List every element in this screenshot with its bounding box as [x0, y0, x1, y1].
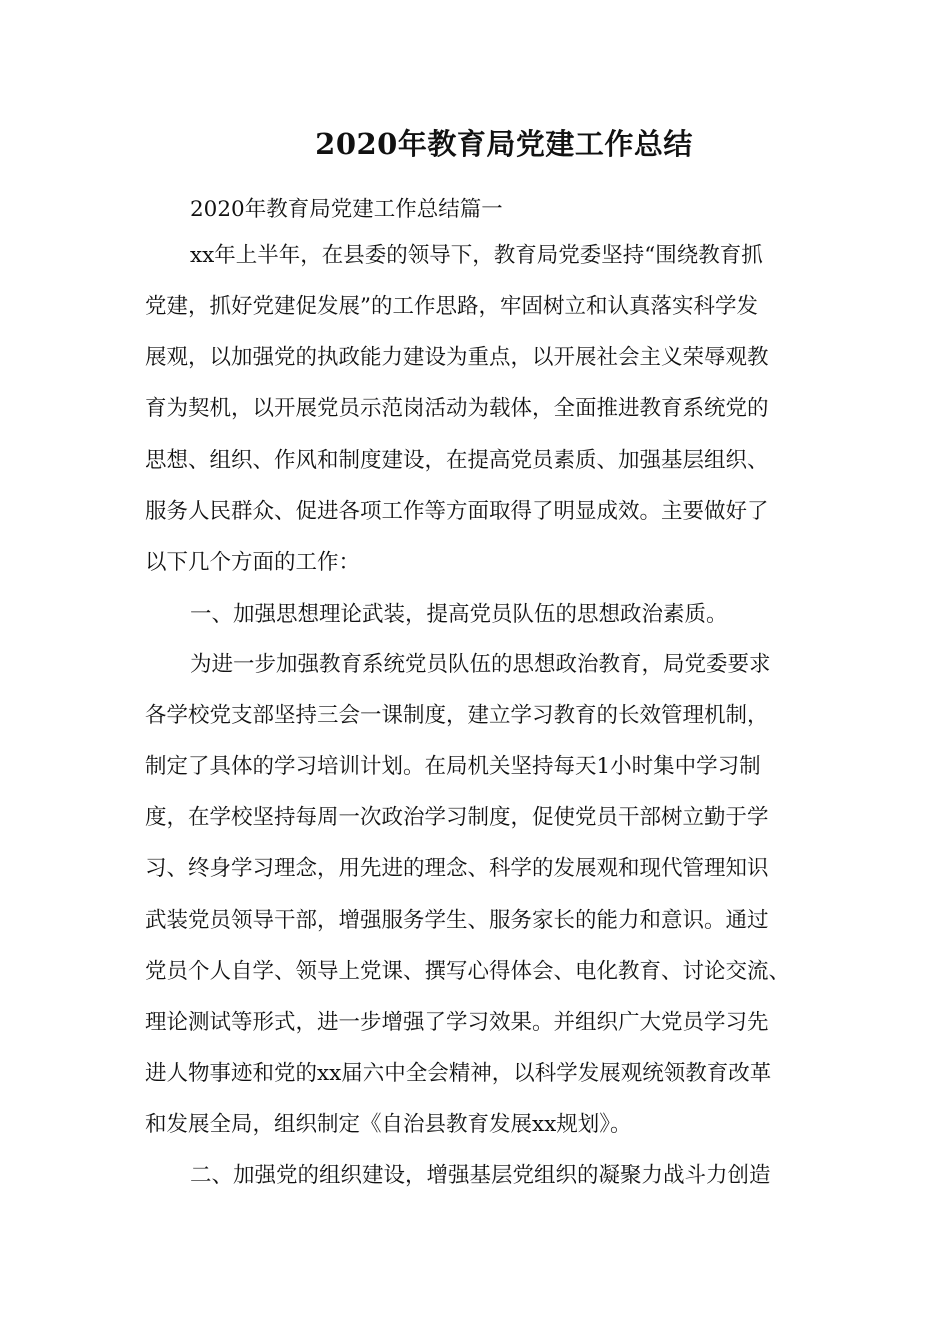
- document-title: 2020年教育局党建工作总结: [315, 127, 693, 161]
- paragraph-line: 武装党员领导干部，增强服务学生、服务家长的能力和意识。通过: [145, 908, 769, 933]
- paragraph-line: 为进一步加强教育系统党员队伍的思想政治教育，局党委要求: [190, 652, 771, 677]
- paragraph-line: 党员个人自学、领导上党课、撰写心得体会、电化教育、讨论交流、: [145, 959, 791, 984]
- paragraph-line: 育为契机，以开展党员示范岗活动为载体，全面推进教育系统党的: [145, 396, 769, 421]
- paragraph-line: 以下几个方面的工作：: [145, 550, 361, 575]
- paragraph-line: 制定了具体的学习培训计划。在局机关坚持每天1小时集中学习制: [145, 754, 761, 779]
- paragraph-line: 党建，抓好党建促发展”的工作思路，牢固树立和认真落实科学发: [145, 294, 758, 319]
- paragraph-line: 思想、组织、作风和制度建设，在提高党员素质、加强基层组织、: [145, 448, 769, 473]
- paragraph-line: 习、终身学习理念，用先进的理念、科学的发展观和现代管理知识: [145, 856, 769, 881]
- section-heading: 二、加强党的组织建设，增强基层党组织的凝聚力战斗力创造: [190, 1163, 771, 1188]
- paragraph-line: 理论测试等形式，进一步增强了学习效果。并组织广大党员学习先: [145, 1010, 769, 1035]
- section-heading: 一、加强思想理论武装，提高党员队伍的思想政治素质。: [190, 602, 728, 627]
- paragraph-line: xx年上半年，在县委的领导下，教育局党委坚持“围绕教育抓: [190, 243, 763, 268]
- paragraph-line: 各学校党支部坚持三会一课制度，建立学习教育的长效管理机制，: [145, 703, 769, 728]
- paragraph-line: 度，在学校坚持每周一次政治学习制度，促使党员干部树立勤于学: [145, 805, 769, 830]
- paragraph-line: 展观，以加强党的执政能力建设为重点，以开展社会主义荣辱观教: [145, 345, 769, 370]
- paragraph-line: 进人物事迹和党的xx届六中全会精神，以科学发展观统领教育改革: [145, 1061, 772, 1086]
- subtitle-line: 2020年教育局党建工作总结篇一: [190, 197, 503, 222]
- paragraph-line: 和发展全局，组织制定《自治县教育发展xx规划》。: [145, 1112, 632, 1137]
- paragraph-line: 服务人民群众、促进各项工作等方面取得了明显成效。主要做好了: [145, 499, 769, 524]
